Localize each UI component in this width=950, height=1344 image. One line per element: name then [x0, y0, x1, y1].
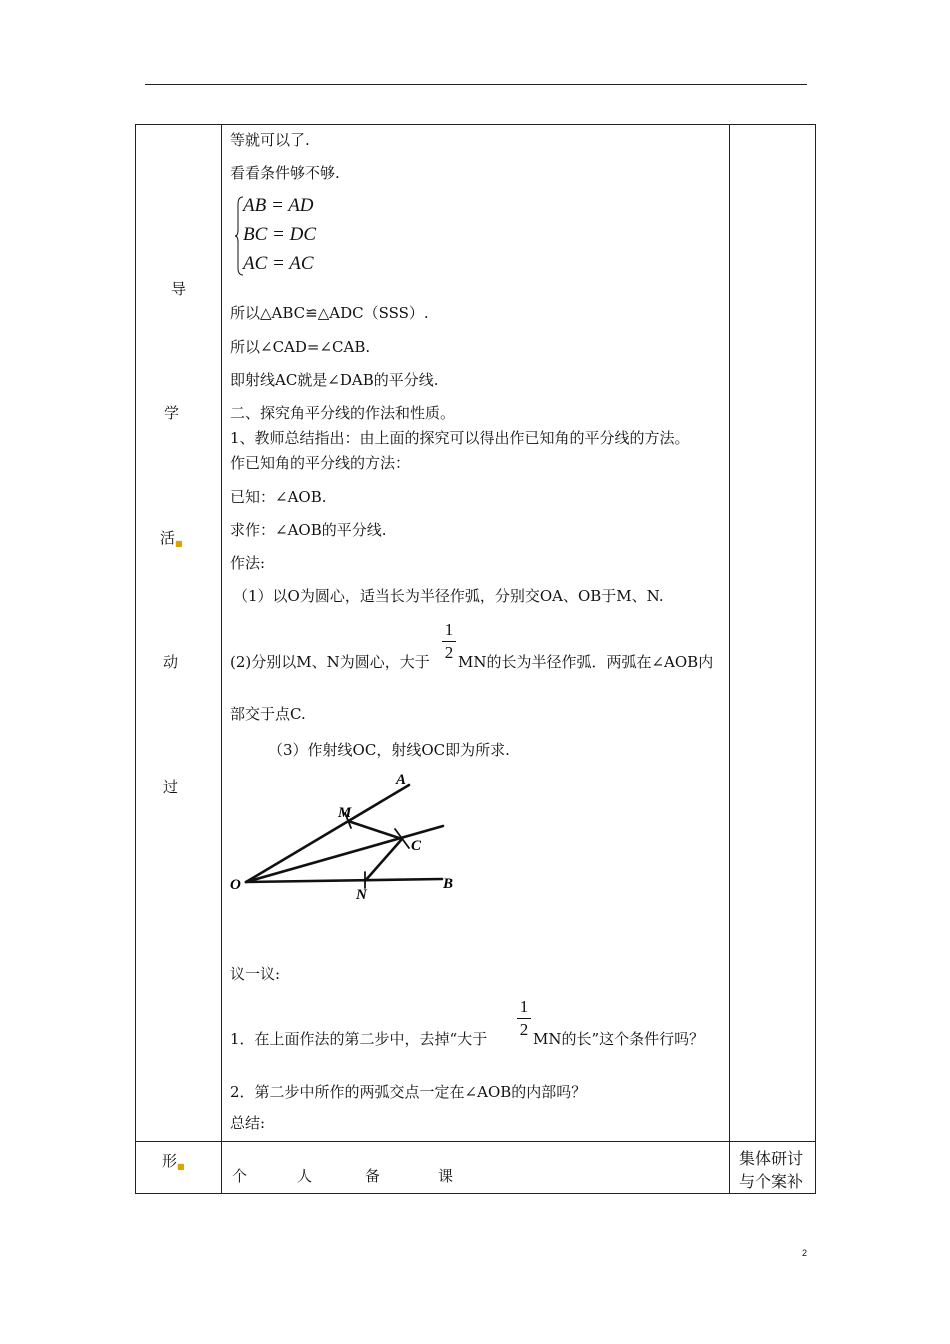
text-line: 部交于点C. [230, 705, 306, 723]
footer-personal-2: 人 [297, 1167, 313, 1185]
fraction-half [517, 997, 531, 1040]
question-1: 1．在上面作法的第二步中，去掉“大于 [230, 1030, 488, 1048]
text-line: 已知：∠AOB. [230, 488, 327, 506]
footer-group-line1: 集体研讨 [739, 1149, 804, 1168]
label-N: N [356, 887, 367, 903]
fraction-half [442, 620, 456, 663]
question-2: 2．第二步中所作的两弧交点一定在∠AOB的内部吗？ [230, 1083, 587, 1101]
footer-group-line2: 与个案补 [739, 1172, 804, 1191]
equation-2: BC = DC [243, 224, 316, 245]
equation-1: AB = AD [243, 195, 314, 216]
footer-personal-1: 个 [232, 1167, 248, 1185]
text-line: 作已知角的平分线的方法： [230, 454, 411, 472]
label-A: A [396, 772, 407, 788]
left-char-6: 形■ [162, 1152, 185, 1171]
footer-personal-3: 备 [365, 1167, 381, 1185]
label-C: C [411, 838, 422, 854]
text-line: 所以△ABC≌△ADC（SSS）. [230, 304, 429, 322]
ray-OB [246, 879, 442, 882]
text-line: (2)分别以M、N为圆心，大于 [230, 653, 430, 671]
ray-OC [246, 826, 443, 882]
text-line: 即射线AC就是∠DAB的平分线. [230, 371, 439, 389]
text-line: （3）作射线OC，射线OC即为所求. [268, 741, 510, 759]
text-line: 求作：∠AOB的平分线. [230, 521, 387, 539]
fraction-numerator: 1 [519, 997, 529, 1016]
left-char-4: 动 [163, 653, 179, 671]
column-divider-right [729, 125, 730, 1193]
fraction-denominator: 2 [519, 1020, 529, 1039]
text-line: 作法: [230, 554, 266, 572]
fraction-numerator: 1 [444, 620, 454, 639]
fraction-denominator: 2 [444, 643, 454, 662]
angle-bisector-diagram [226, 768, 466, 903]
header-rule [145, 84, 807, 85]
left-char-5: 过 [163, 778, 179, 796]
section-heading: 二、探究角平分线的作法和性质。 [230, 404, 456, 422]
arc-line-MC [348, 821, 402, 839]
text-line: 看看条件够不够. [230, 164, 340, 182]
page-number: 2 [802, 1248, 808, 1258]
text-line: 1、教师总结指出：由上面的探究可以得出作已知角的平分线的方法。 [230, 429, 690, 447]
footer-row-divider [136, 1141, 815, 1142]
left-char-2: 学 [164, 404, 180, 422]
text-line: 等就可以了. [230, 131, 310, 149]
text-line: （1）以O为圆心，适当长为半径作弧，分别交OA、OB于M、N. [233, 587, 664, 605]
discussion-heading: 议一议: [230, 965, 281, 983]
label-M: M [338, 805, 352, 821]
text-line: MN的长为半径作弧．两弧在∠AOB内 [458, 653, 714, 671]
question-1-tail: MN的长”这个条件行吗？ [533, 1030, 705, 1048]
label-O: O [230, 877, 241, 893]
footer-personal-4: 课 [438, 1167, 454, 1185]
left-char-1: 导 [171, 280, 187, 298]
summary-label: 总结: [230, 1114, 266, 1132]
left-char-3: 活■ [160, 529, 183, 548]
column-divider-left [221, 125, 222, 1193]
label-B: B [443, 876, 454, 892]
text-line: 所以∠CAD=∠CAB. [230, 338, 371, 356]
equation-3: AC = AC [243, 253, 314, 274]
